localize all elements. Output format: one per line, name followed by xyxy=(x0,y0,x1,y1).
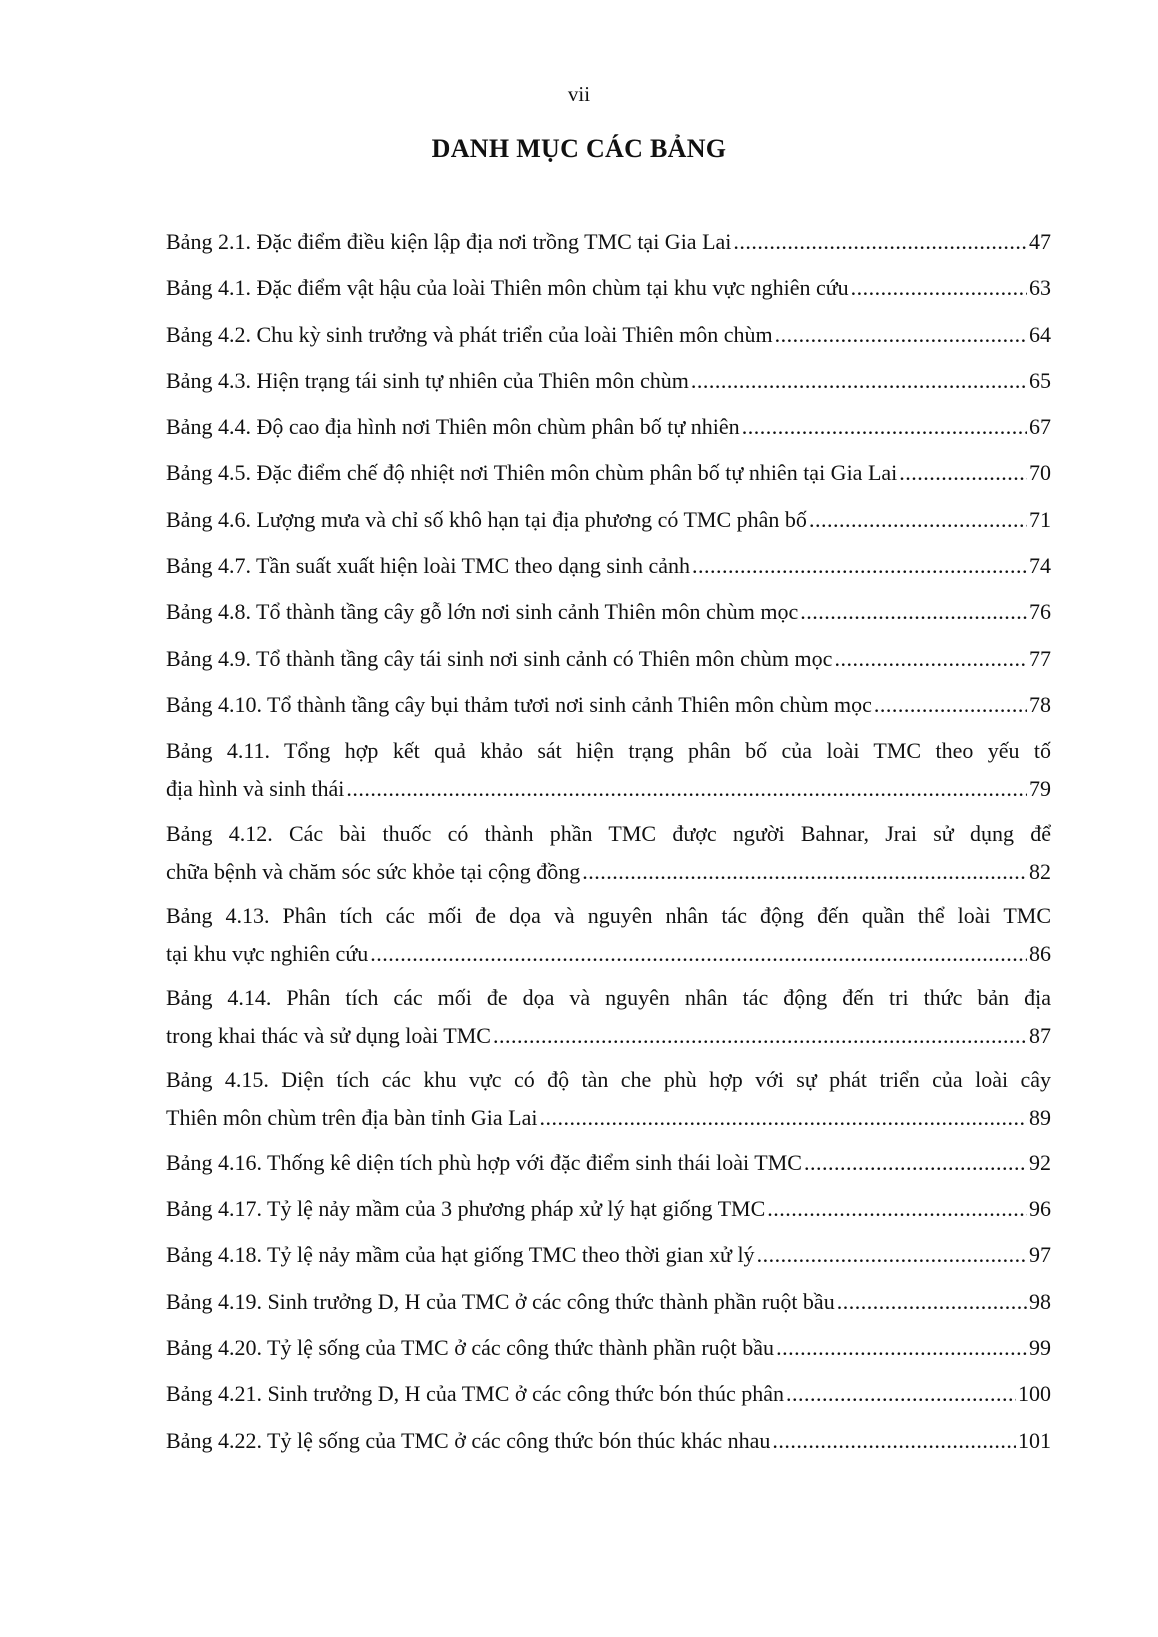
entry-page: 67 xyxy=(1029,414,1051,440)
toc-entry[interactable] xyxy=(166,408,1051,454)
entry-title-line-2: địa hình và sinh thái xyxy=(166,776,345,802)
dot-leader xyxy=(809,501,1027,539)
entry-title-line-1: Bảng 4.11. Tổng hợp kết quả khảo sát hiện trạng phân bố của loài TMC theo yếu tố xyxy=(166,738,1051,764)
entry-page: 71 xyxy=(1029,506,1051,532)
entry-page: 89 xyxy=(1029,1105,1051,1131)
entry-title: Bảng 4.10. Tổ thành tầng cây bụi thảm tươi nơi sinh cảnh Thiên môn chùm mọc xyxy=(166,691,872,717)
entry-page: 101 xyxy=(1018,1427,1051,1453)
entry-title: Bảng 4.18. Tỷ lệ nảy mầm của hạt giống TMC theo thời gian xử lý xyxy=(166,1242,755,1268)
toc-entry[interactable] xyxy=(166,897,1051,973)
page-number: vii xyxy=(567,82,591,106)
toc-entry[interactable] xyxy=(166,1283,1051,1329)
entry-title: Bảng 4.2. Chu kỳ sinh trưởng và phát triển của loài Thiên môn chùm xyxy=(166,321,773,347)
toc-entry[interactable] xyxy=(166,732,1051,808)
entry-page: 64 xyxy=(1029,321,1051,347)
toc-entry[interactable] xyxy=(166,269,1051,315)
toc-entry[interactable] xyxy=(166,815,1051,891)
entry-title: Bảng 4.20. Tỷ lệ sống của TMC ở các công thức thành phần ruột bầu xyxy=(166,1334,775,1360)
dot-leader xyxy=(370,935,1027,973)
entry-title: Bảng 4.21. Sinh trưởng D, H của TMC ở các công thức bón thúc phân xyxy=(166,1381,784,1407)
dot-leader xyxy=(800,593,1027,631)
entry-page: 98 xyxy=(1029,1288,1051,1314)
entry-page: 100 xyxy=(1018,1381,1051,1407)
entry-title: Bảng 4.3. Hiện trạng tái sinh tự nhiên của Thiên môn chùm xyxy=(166,367,689,393)
entry-title: Bảng 2.1. Đặc điểm điều kiện lập địa nơi trồng TMC tại Gia Lai xyxy=(166,229,732,254)
dot-leader xyxy=(346,770,1027,808)
entry-page: 47 xyxy=(1029,229,1051,254)
entry-title-line-2: chữa bệnh và chăm sóc sức khỏe tại cộng đồng xyxy=(166,858,581,884)
toc-entry[interactable] xyxy=(166,1422,1051,1468)
toc-entry[interactable] xyxy=(166,1061,1051,1137)
dot-leader xyxy=(767,1190,1027,1228)
entry-page: 78 xyxy=(1029,691,1051,717)
entry-title-line-2: Thiên môn chùm trên địa bàn tỉnh Gia Lai xyxy=(166,1105,538,1131)
dot-leader xyxy=(851,269,1027,307)
toc-entry[interactable] xyxy=(166,1236,1051,1282)
entry-title: Bảng 4.8. Tổ thành tầng cây gỗ lớn nơi sinh cảnh Thiên môn chùm mọc xyxy=(166,599,799,625)
toc-entry[interactable] xyxy=(166,223,1051,269)
dot-leader xyxy=(834,640,1027,678)
entry-title: Bảng 4.1. Đặc điểm vật hậu của loài Thiên môn chùm tại khu vực nghiên cứu xyxy=(166,275,849,301)
toc-entry[interactable] xyxy=(166,640,1051,686)
entry-title: Bảng 4.9. Tổ thành tầng cây tái sinh nơi sinh cảnh có Thiên môn chùm mọc xyxy=(166,645,833,671)
entry-title-line-1: Bảng 4.12. Các bài thuốc có thành phần TMC được người Bahnar, Jrai sử dụng để xyxy=(166,820,1051,846)
toc-entry[interactable] xyxy=(166,1144,1051,1190)
entry-page: 74 xyxy=(1029,553,1051,579)
entry-page: 92 xyxy=(1029,1149,1051,1175)
toc-entry[interactable] xyxy=(166,316,1051,362)
entry-title: Bảng 4.22. Tỷ lệ sống của TMC ở các công thức bón thúc khác nhau xyxy=(166,1427,771,1453)
dot-leader xyxy=(733,223,1027,261)
entry-title: Bảng 4.4. Độ cao địa hình nơi Thiên môn chùm phân bố tự nhiên xyxy=(166,414,740,440)
dot-leader xyxy=(757,1236,1027,1274)
entry-page: 99 xyxy=(1029,1334,1051,1360)
toc-entry[interactable] xyxy=(166,686,1051,732)
entry-page: 82 xyxy=(1029,858,1051,884)
entry-title: Bảng 4.6. Lượng mưa và chỉ số khô hạn tại địa phương có TMC phân bố xyxy=(166,506,807,532)
table-of-tables xyxy=(166,223,1051,1468)
dot-leader xyxy=(899,454,1027,492)
entry-title: Bảng 4.17. Tỷ lệ nảy mầm của 3 phương pháp xử lý hạt giống TMC xyxy=(166,1196,766,1222)
dot-leader xyxy=(837,1283,1027,1321)
toc-entry[interactable] xyxy=(166,1375,1051,1421)
entry-page: 76 xyxy=(1029,599,1051,625)
entry-page: 87 xyxy=(1029,1023,1051,1049)
dot-leader xyxy=(692,547,1027,585)
toc-entry[interactable] xyxy=(166,1329,1051,1375)
dot-leader xyxy=(776,1329,1027,1367)
toc-entry[interactable] xyxy=(166,1190,1051,1236)
entry-page: 86 xyxy=(1029,940,1051,966)
dot-leader xyxy=(874,686,1027,724)
dot-leader xyxy=(804,1144,1027,1182)
dot-leader xyxy=(786,1375,1016,1413)
toc-entry[interactable] xyxy=(166,979,1051,1055)
entry-title-line-2: tại khu vực nghiên cứu xyxy=(166,940,369,966)
toc-entry[interactable] xyxy=(166,362,1051,408)
entry-title: Bảng 4.5. Đặc điểm chế độ nhiệt nơi Thiên môn chùm phân bố tự nhiên tại Gia Lai xyxy=(166,460,898,486)
dot-leader xyxy=(742,408,1027,446)
entry-title-line-1: Bảng 4.14. Phân tích các mối đe dọa và nguyên nhân tác động đến tri thức bản địa xyxy=(166,985,1051,1011)
entry-title: Bảng 4.16. Thống kê diện tích phù hợp với đặc điểm sinh thái loài TMC xyxy=(166,1149,802,1175)
entry-page: 77 xyxy=(1029,645,1051,671)
entry-title: Bảng 4.7. Tần suất xuất hiện loài TMC theo dạng sinh cảnh xyxy=(166,553,691,579)
entry-page: 63 xyxy=(1029,275,1051,301)
dot-leader xyxy=(772,1422,1016,1460)
entry-page: 96 xyxy=(1029,1196,1051,1222)
entry-page: 65 xyxy=(1029,367,1051,393)
dot-leader xyxy=(691,362,1027,400)
dot-leader xyxy=(493,1017,1027,1055)
page-title: DANH MỤC CÁC BẢNG xyxy=(431,134,727,163)
dot-leader xyxy=(775,316,1027,354)
entry-title-line-1: Bảng 4.13. Phân tích các mối đe dọa và nguyên nhân tác động đến quần thể loài TMC xyxy=(166,902,1051,928)
entry-title-line-2: trong khai thác và sử dụng loài TMC xyxy=(166,1023,491,1049)
entry-page: 70 xyxy=(1029,460,1051,486)
entry-title: Bảng 4.19. Sinh trưởng D, H của TMC ở các công thức thành phần ruột bầu xyxy=(166,1288,835,1314)
dot-leader xyxy=(539,1099,1027,1137)
toc-entry[interactable] xyxy=(166,454,1051,500)
toc-entry[interactable] xyxy=(166,593,1051,639)
entry-title-line-1: Bảng 4.15. Diện tích các khu vực có độ tàn che phù hợp với sự phát triển của loài cây xyxy=(166,1067,1051,1093)
toc-entry[interactable] xyxy=(166,501,1051,547)
entry-page: 97 xyxy=(1029,1242,1051,1268)
toc-entry[interactable] xyxy=(166,547,1051,593)
dot-leader xyxy=(582,853,1027,891)
entry-page: 79 xyxy=(1029,776,1051,802)
